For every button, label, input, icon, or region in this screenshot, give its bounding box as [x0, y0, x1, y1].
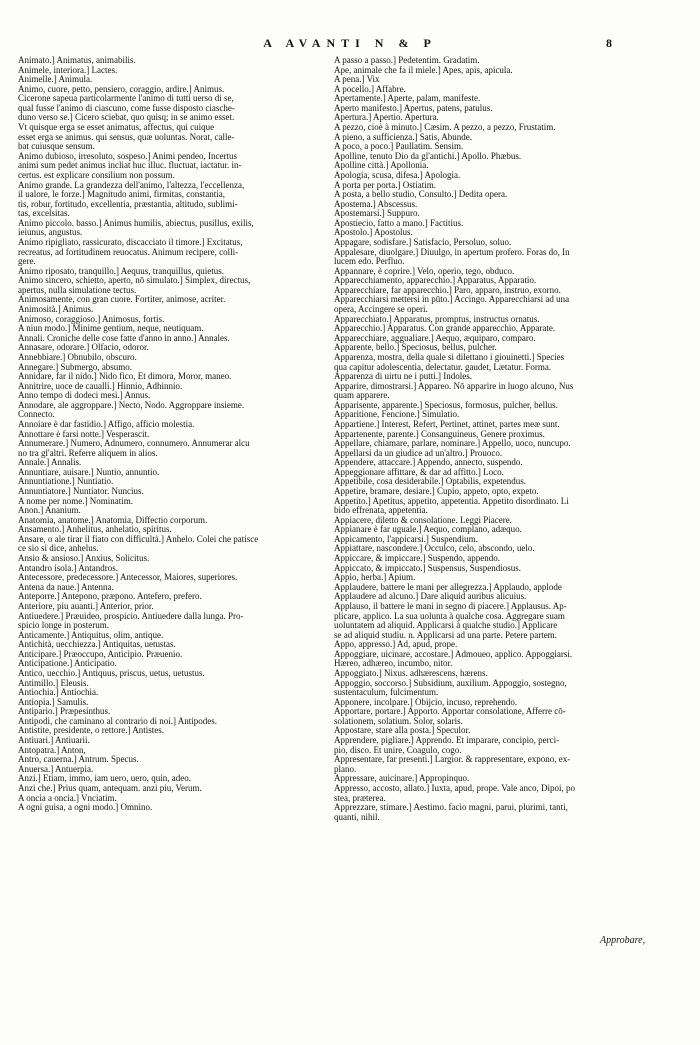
- dictionary-entry-line: Annoiare è dar fastidio.] Affigo, afficio molestia.: [18, 419, 195, 429]
- dictionary-entry-line: Apparecchiamento, apparecchio.] Apparatus, Apparatio.: [334, 276, 537, 286]
- running-title: A AVANTI N & P: [263, 36, 437, 50]
- dictionary-entry-line: Appagare, sodisfare.] Satisfacio, Persoluo, soluo.: [334, 237, 512, 247]
- dictionary-entry-line: Apparecchiare, aggualiare.] Aequo, æquiparo, comparo.: [334, 333, 536, 343]
- dictionary-entry-line: Connecto.: [18, 410, 55, 420]
- dictionary-entry-line: Apparecchiato.] Apparatus, promptus, instructus ornatus.: [334, 314, 540, 324]
- dictionary-entry-line: Antipodi, che caminano al contrario di noi.] Antipodes.: [18, 716, 217, 726]
- dictionary-entry-line: Annuntiatore.] Nuntiator. Nuncius.: [18, 487, 144, 497]
- dictionary-entry-line: tas, excelsitas.: [18, 209, 70, 219]
- dictionary-entry-line: animi sum pedet animus incliat huc illuc. fluctuat, iactatur. in-: [18, 161, 242, 171]
- dictionary-entry-line: A oncia a oncia.] Vnciatim.: [18, 793, 117, 803]
- dictionary-entry-line: Apportare, portare.] Apporto. Apportar consolatione, Afferre cō-: [334, 707, 566, 717]
- dictionary-entry-line: Apponere, incolpare.] Obijcio, incuso, reprehendo.: [334, 697, 518, 707]
- dictionary-entry-line: Antichità, uecchiezza.] Antiquitas, uetustas.: [18, 640, 176, 650]
- dictionary-entry-line: qual fusse l'animo di ciascuno, come fusse disposto ciasche-: [18, 103, 235, 113]
- dictionary-entry-line: Appoggiato.] Nixus. adhærescens, hærens.: [334, 669, 488, 678]
- dictionary-entry-line: Apparecchio.] Apparatus. Con grande apparecchio, Apparate.: [334, 324, 556, 334]
- dictionary-entry-line: Annodare, ale aggroppare.] Necto, Nodo. Aggroppare insieme.: [18, 400, 245, 410]
- dictionary-entry-line: Animele, interiora.] Lactes.: [18, 65, 118, 75]
- dictionary-entry-line: Annegare.] Submergo, absumo.: [18, 362, 133, 372]
- dictionary-entry-line: Appannare, è coprire.] Velo, operio, tego, obduco.: [334, 266, 515, 276]
- dictionary-entry-line: plicare, applico. La sua uolunta à qualche cosa. Aggregare suam: [334, 611, 565, 621]
- dictionary-entry-line: Ansare, o ale tirar il fiato con difficultà.] Anhelo. Colei che patisce: [18, 534, 259, 544]
- dictionary-entry-line: Vt quisque erga se esset animatus, affectus, qui cuique: [18, 123, 215, 133]
- dictionary-entry-line: Animelle.] Animula.: [18, 75, 93, 85]
- dictionary-entry-line: esset erga se animus. qui sensus, quæ uoluntas. Norat, calle-: [18, 132, 235, 142]
- dictionary-entry-line: Appartiene.] Interest, Refert, Pertinet, attinet, partes meæ sunt.: [334, 419, 560, 429]
- dictionary-entry-line: Appio, herba.] Apium.: [334, 573, 416, 583]
- dictionary-entry-line: Antiuari.] Antiuarii.: [18, 736, 90, 746]
- dictionary-entry-line: Antandro isola.] Antandros.: [18, 563, 118, 573]
- dictionary-entry-line: Animo sincero, schietto, aperto, nō simulato.] Simplex, directus,: [18, 276, 251, 286]
- dictionary-entry-line: Anno tempo di dodeci mesi.] Annus.: [18, 391, 151, 401]
- dictionary-entry-line: A pieno, a sufficienza.] Satis, Abunde.: [334, 132, 473, 142]
- dictionary-entry-line: Appiccato, & impiccato.] Suspensus, Suspendiosus.: [334, 563, 521, 573]
- dictionary-entry-line: Ansio & ansioso.] Anxius, Solicitus.: [18, 554, 150, 564]
- dictionary-entry-line: uoluntatem ad aliquid. Applicarsi à qualche studio.] Applicare: [334, 621, 558, 631]
- dictionary-entry-line: Anticipatione.] Anticipatio.: [18, 659, 117, 669]
- dictionary-entry-line: Annumerare.] Numero, Adnumero, connumero. Annumerar alcu: [18, 439, 250, 449]
- dictionary-entry-line: solationem, solatium. Solor, solaris.: [334, 716, 463, 726]
- dictionary-entry-line: Animato.] Animatus, animabilis.: [18, 56, 136, 65]
- dictionary-entry-line: spicio longe in posterum.: [18, 621, 109, 631]
- dictionary-entry-line: Apparisente, apparente.] Speciosus, formosus, pulcher, bellus.: [334, 400, 558, 410]
- dictionary-entry-line: Anticipare.] Præoccupo, Anticipio. Præuenio.: [18, 649, 183, 659]
- dictionary-entry-line: Cicerone sapeua particolarmente l'animo di tutti uerso di se,: [18, 94, 234, 104]
- dictionary-entry-line: Antopatra.] Anton,: [18, 745, 86, 755]
- dictionary-entry-line: Antiochia.] Antiochia.: [18, 688, 99, 698]
- dictionary-entry-line: Annebbiare.] Obnubilo, obscuro.: [18, 352, 137, 362]
- dictionary-entry-line: Antico, uecchio.] Antiquus, priscus, uetus, uetustus.: [18, 669, 205, 678]
- dictionary-entry-line: Apostolo.] Apostolus.: [334, 228, 413, 238]
- dictionary-entry-line: Appendere, attaccare.] Appendo, annecto, suspendo.: [334, 458, 523, 468]
- dictionary-entry-line: Appo, appresso.] Ad, apud, prope.: [334, 640, 458, 650]
- dictionary-entry-line: Anticamente.] Antiquitus, olim, antique.: [18, 630, 164, 640]
- dictionary-entry-line: sustentaculum, fulcimentum.: [334, 688, 439, 698]
- dictionary-entry-line: Appoggiare, uicinare, accostare.] Admoueo, applico. Appoggiarsi.: [334, 649, 573, 659]
- dictionary-entry-line: lucem edo. Perfluo.: [334, 257, 405, 267]
- dictionary-entry-line: Apparecchiare, far apparecchio.] Paro, apparo, instruo, exorno.: [334, 285, 561, 295]
- dictionary-entry-line: Annitrire, uoce de caualli.] Hinnio, Adhinnio.: [18, 381, 183, 391]
- dictionary-entry-line: Apostiecio, fatto a mano.] Factitius.: [334, 218, 464, 228]
- dictionary-entry-line: Apostemarsi.] Suppuro.: [334, 209, 420, 219]
- dictionary-entry-line: tis, robur, fortitudo, excellentia, præstantia, altitudo, sublimi-: [18, 199, 238, 209]
- dictionary-entry-line: Anon.] Ananium.: [18, 506, 81, 516]
- dictionary-entry-line: apertus, nulla simulatione tectus.: [18, 285, 137, 295]
- dictionary-entry-line: Annuntiatione.] Nuntiatio.: [18, 477, 114, 487]
- dictionary-entry-line: qua capitur adolescentia, delectatur. gaudet, Lætatur. Forma.: [334, 362, 552, 372]
- dictionary-entry-line: Animoso, coraggioso.] Animosus, fortis.: [18, 314, 165, 324]
- dictionary-entry-line: Appartenente, parente.] Consanguineus, Genere proximus.: [334, 429, 545, 439]
- dictionary-entry-line: Anteriore, piu auanti.] Anterior, prior.: [18, 601, 154, 611]
- dictionary-entry-line: A pocello.] Affabre.: [334, 84, 406, 94]
- dictionary-entry-line: Apparenza, mostra, della quale si dilettano i giouinetti.] Species: [334, 352, 565, 362]
- dictionary-entry-line: Appalesare, diuolgare.] Diuulgo, in apertum profero. Foras do, In: [334, 247, 570, 257]
- dictionary-entry-line: quam apparere.: [334, 391, 390, 401]
- dictionary-entry-line: Appiattare, nascondere.] Occulco, celo, abscondo, uelo.: [334, 544, 535, 554]
- dictionary-entry-line: Appostare, stare alla posta.] Speculor.: [334, 726, 471, 736]
- dictionary-entry-line: plano.: [334, 764, 357, 774]
- dictionary-entry-line: A pena.] Vix: [334, 75, 380, 85]
- dictionary-entry-line: Appiacere, diletto & consolatione. Leggi Piacere.: [334, 515, 512, 525]
- dictionary-entry-line: Anteporre.] Antepono, præpono. Antefero, prefero.: [18, 592, 202, 602]
- dictionary-entry-line: Antena da naue.] Antenna.: [18, 582, 114, 592]
- dictionary-entry-line: se ad aliquid studiu. n. Applicarsi ad una parte. Petere partem.: [334, 630, 557, 640]
- dictionary-entry-line: Animosamente, con gran cuore. Fortiter, animose, acriter.: [18, 295, 226, 305]
- dictionary-entry-line: Appetire, bramare, desiare.] Cupio, appeto, opto, expeto.: [334, 487, 539, 497]
- dictionary-entry-line: Appetito.] Apetitus, appetito, appetentia. Appetito disordinato. Li: [334, 496, 569, 506]
- dictionary-entry-line: Apologia, scusa, difesa.] Apologia.: [334, 170, 461, 180]
- dictionary-entry-line: Annidare, far il nido.] Nido fico, Et dimora, Moror, maneo.: [18, 372, 232, 382]
- dictionary-entry-line: Animo, cuore, petto, pensiero, coraggio, ardire.] Animus.: [18, 84, 225, 94]
- dictionary-entry-line: Apostema.] Abscessus.: [334, 199, 418, 209]
- dictionary-entry-line: Applauso, il battere le mani in segno di piacere.] Applausus. Ap-: [334, 601, 567, 611]
- dictionary-entry-line: A pezzo, cioè à minuto.] Cæsim. A pezzo, a pezzo, Frustatim.: [334, 123, 556, 133]
- dictionary-entry-line: bido effrenata, appetentia.: [334, 506, 428, 516]
- dictionary-entry-line: Appiccare, & impiccare.] Suspendo, appendo.: [334, 554, 500, 564]
- dictionary-entry-line: Appresentare, far presenti.] Largior. & rappresentare, expono, ex-: [334, 755, 571, 765]
- dictionary-entry-line: Animo dubioso, irresoluto, sospeso.] Animi pendeo, Incertus: [18, 151, 237, 161]
- dictionary-entry-line: Applaudere ad alcuno.] Dare aliquid auribus alicuius.: [334, 592, 527, 602]
- catchword: Approbare,: [600, 935, 646, 946]
- dictionary-entry-line: Appressare, auicinare.] Appropinquo.: [334, 774, 470, 784]
- dictionary-entry-line: Antecessore, predecessore.] Antecessor, Maiores, superiores.: [18, 573, 238, 583]
- dictionary-entry-line: quanti, nihil.: [334, 812, 380, 822]
- dictionary-entry-line: stea, præterea.: [334, 793, 386, 803]
- dictionary-entry-line: Ansamento.] Anhelitus, anhelatio, spiritus.: [18, 525, 172, 535]
- right-column: [334, 56, 678, 822]
- dictionary-entry-line: Anuersa.] Antuerpia.: [18, 764, 94, 774]
- dictionary-entry-line: pio, disco. Et unire, Coagulo, cogo.: [334, 745, 462, 755]
- dictionary-entry-line: Annuntiare, auisare.] Nuntio, annuntio.: [18, 467, 160, 477]
- dictionary-entry-line: A porta per porta.] Ostiatim.: [334, 180, 436, 190]
- running-header: [0, 36, 700, 52]
- left-column: [18, 56, 330, 813]
- dictionary-entry-line: Antro, cauerna.] Antrum. Specus.: [18, 755, 139, 765]
- dictionary-entry-line: Antipario.] Præpesinthus.: [18, 707, 111, 717]
- dictionary-entry-line: Apparire, dimostrarsi.] Appareo. Nō apparire in luogo alcuno, Nus: [334, 381, 574, 391]
- dictionary-entry-line: Annale.] Annalis.: [18, 458, 82, 468]
- dictionary-entry-line: A ogni guisa, a ogni modo.] Omnino.: [18, 803, 153, 813]
- dictionary-entry-line: Animo ripigliato, rassicurato, discacciato il timore.] Excitatus,: [18, 237, 243, 247]
- dictionary-entry-line: Animo piccolo. basso.] Animus humilis, abiectus, pusillus, exilis,: [18, 218, 254, 228]
- dictionary-entry-line: A passo a passo.] Pedetentim. Gradatim.: [334, 56, 480, 65]
- dictionary-entry-line: gere.: [18, 257, 36, 267]
- dictionary-entry-line: ieiunus, angustus.: [18, 228, 83, 238]
- dictionary-entry-line: Appoggio, soccorso.] Subsidium, auxilium. Appoggio, sostegno,: [334, 678, 567, 688]
- dictionary-entry-line: Appresso, accosto, allato.] Iuxta, apud, prope. Vale anco, Dipoi, po: [334, 783, 576, 793]
- dictionary-entry-line: Apparitione, Fencione.] Simulatio.: [334, 410, 460, 420]
- dictionary-entry-line: bat cuiusque sensum.: [18, 142, 95, 152]
- dictionary-entry-line: ce sio si dice, anhelus.: [18, 544, 99, 554]
- dictionary-entry-line: Apertamente.] Aperte, palam, manifeste.: [334, 94, 481, 104]
- dictionary-entry-line: Appellarsi da un giudice ad un'altro.] Prouoco.: [334, 448, 503, 458]
- dictionary-entry-line: Annasare, odorare.] Olfacio, odoror.: [18, 343, 149, 353]
- dictionary-entry-line: Apprezzare, stimare.] Aestimo. facio magni, parui, plurimi, tanti,: [334, 803, 568, 813]
- dictionary-entry-line: Animosità.] Animus.: [18, 305, 94, 315]
- dictionary-entry-line: Animo riposato, tranquillo.] Aequus, tranquillus, quietus.: [18, 266, 224, 276]
- dictionary-entry-line: opera, Accingere se operi.: [334, 305, 428, 315]
- dictionary-entry-line: duno verso se.] Cicero sciebat, quo quisq; in se animo esset.: [18, 113, 235, 123]
- dictionary-entry-line: recreatus, ad fortitudinem reuocatus. Animum recipere, colli-: [18, 247, 239, 257]
- dictionary-entry-line: Anzi che.] Prius quam, antequam. anzi piu, Verum.: [18, 783, 202, 793]
- dictionary-entry-line: Antistite, presidente, o rettore.] Antistes.: [18, 726, 164, 736]
- dictionary-entry-line: Apprendere, pigliare.] Apprendo. Et imparare, concipio, perci-: [334, 736, 560, 746]
- dictionary-entry-line: Anatomia, anatome.] Anatomia, Diffectio corporum.: [18, 515, 208, 525]
- dictionary-entry-line: Antimillo.] Eleusis.: [18, 678, 89, 688]
- dictionary-entry-line: Apolline, tenuto Dio da gl'antichi.] Apollo. Phæbus.: [334, 151, 522, 161]
- dictionary-entry-line: Annali. Croniche delle cose fatte d'anno in anno.] Annales.: [18, 333, 230, 343]
- dictionary-entry-line: Apparente, bello.] Speciosus, bellus, pulcher.: [334, 343, 497, 353]
- dictionary-entry-line: Appianare è far uguale.] Aequo, complano, adæquo.: [334, 525, 522, 535]
- dictionary-entry-line: il ualore, le forze.] Magnitudo animi, firmitas, constantia,: [18, 190, 225, 200]
- dictionary-entry-line: Appellare, chiamare, parlare, nominare.] Appello, uoco, nuncupo.: [334, 439, 571, 449]
- dictionary-entry-line: no tra gl'altri. Referre aliquem in alios.: [18, 448, 158, 458]
- dictionary-entry-line: A nome per nome.] Nominatim.: [18, 496, 133, 506]
- dictionary-entry-line: Hæreo, adhæreo, incumbo, nitor.: [334, 659, 453, 669]
- dictionary-entry-line: Appicamento, l'appicarsi.] Suspendium.: [334, 534, 478, 544]
- dictionary-entry-line: Apertura.] Apertio. Apertura.: [334, 113, 439, 123]
- dictionary-entry-line: Ape, animale che fa il miele.] Apes, apis, apicula.: [334, 65, 513, 75]
- dictionary-entry-line: Aperto manifesto.] Apertus, patens, patulus.: [334, 103, 493, 113]
- dictionary-entry-line: Applaudere, battere le mani per allegrezza.] Applaudo, applode: [334, 582, 562, 592]
- dictionary-entry-line: Animo grande. La grandezza dell'animo, l'altezza, l'eccellenza,: [18, 180, 245, 190]
- dictionary-entry-line: Apolline città.] Apollonia.: [334, 161, 429, 171]
- dictionary-entry-line: Annottare è farsi notte.] Vesperascit.: [18, 429, 150, 439]
- dictionary-entry-line: A posta, a bello studio, Consulto.] Dedita opera.: [334, 190, 508, 200]
- dictionary-entry-line: A niun modo.] Minime gentium, neque, neutiquam.: [18, 324, 204, 334]
- page-signature: 8: [606, 36, 612, 50]
- dictionary-entry-line: Apparenza di uirtu ne i putti.] Indoles.: [334, 372, 472, 382]
- dictionary-entry-line: Antiuedere.] Præuideo, prospicio. Antiuedere dalla lunga. Pro-: [18, 611, 244, 621]
- dictionary-entry-line: Anzi.] Etiam, immo, iam uero, uero, quin, adeo.: [18, 774, 191, 784]
- dictionary-entry-line: Appeggionare affittare, & dar ad affitto.] Loco.: [334, 467, 504, 477]
- dictionary-entry-line: Apparecchiarsi mettersi in pūto.] Accingo. Apparecchiarsi ad una: [334, 295, 570, 305]
- dictionary-entry-line: Appetibile, cosa desiderabile.] Optabilis, expetendus.: [334, 477, 526, 487]
- dictionary-entry-line: Antiopia.] Samulis.: [18, 697, 89, 707]
- dictionary-entry-line: certus. est explicare consilium non possum.: [18, 170, 175, 180]
- dictionary-entry-line: A poco, a poco.] Paullatim. Sensim.: [334, 142, 464, 152]
